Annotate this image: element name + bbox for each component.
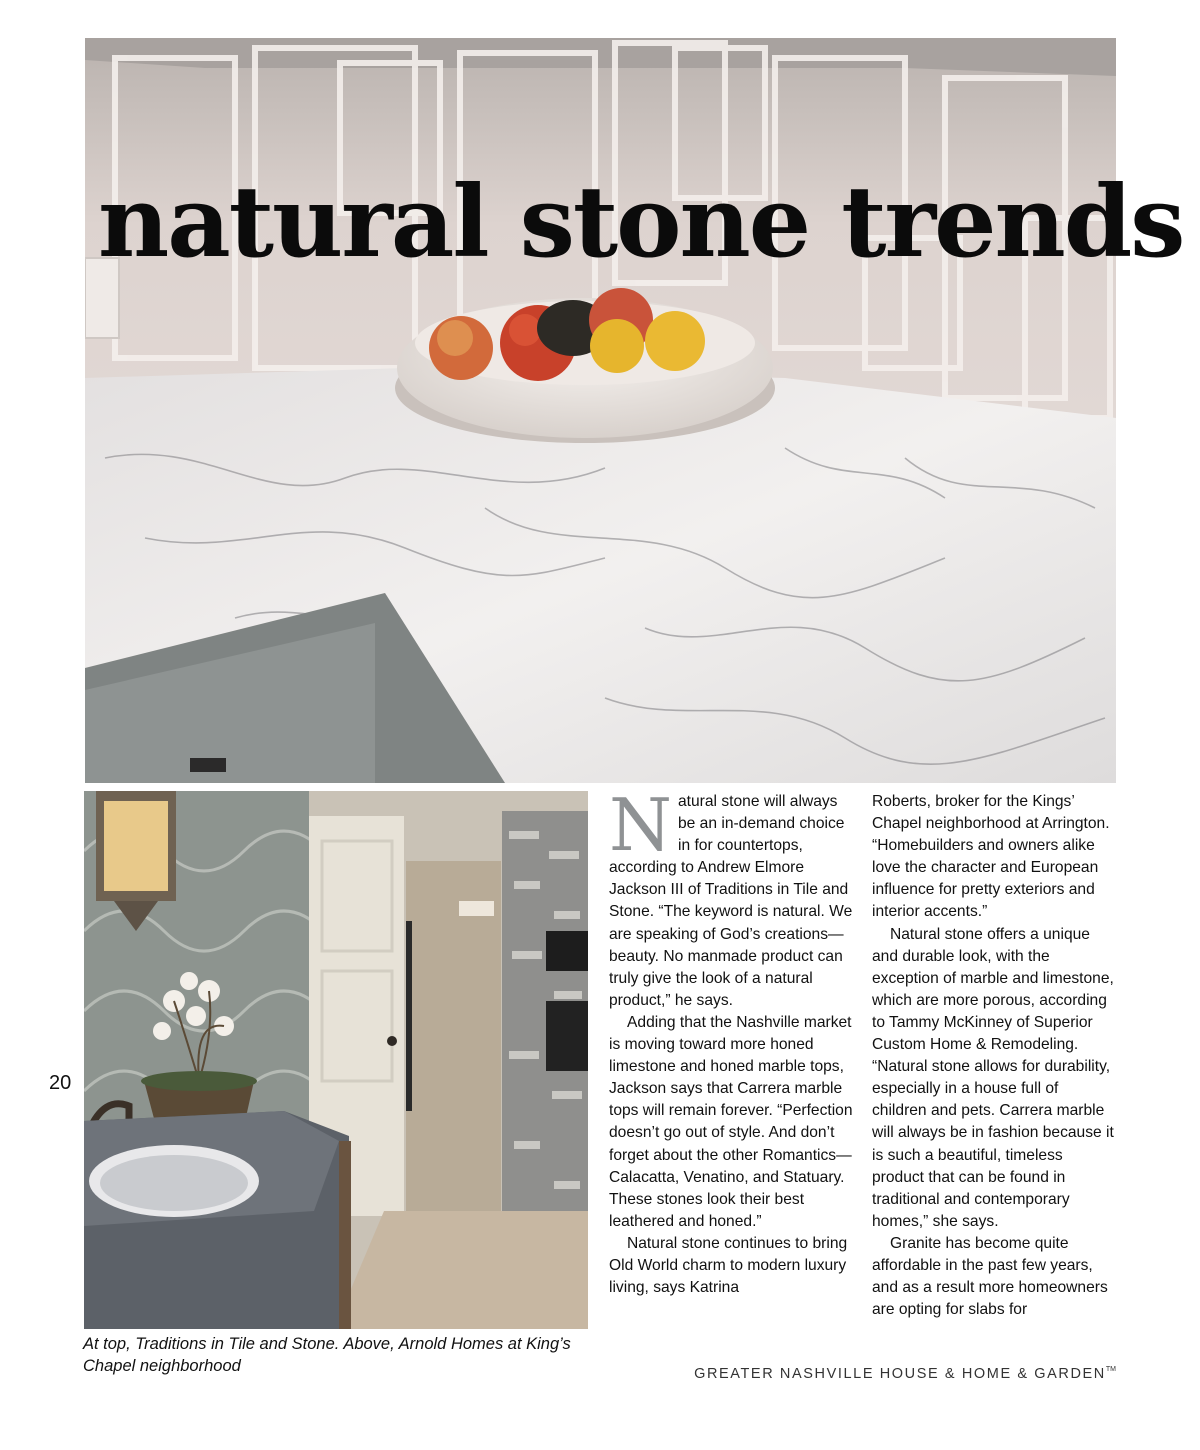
bathroom-vanity-photo bbox=[84, 791, 588, 1329]
article-title: natural stone trends bbox=[98, 164, 1184, 280]
paragraph-1 bbox=[609, 783, 854, 1012]
trademark-mark: TM bbox=[1105, 1366, 1116, 1373]
paragraph-1-text: atural stone will always be an in-demand choice in for countertops, according to Andrew Elmore Jackson III of Traditions in Tile and Stone. “The keyword is natural. We are speaking of God’s creations—beauty. No manmade product can truly give the look of a natural product,” he says. bbox=[609, 793, 853, 1009]
kitchen-marble-countertop-photo bbox=[85, 38, 1184, 783]
paragraph-5: Natural stone offers a unique and durable look, with the exception of marble and limestone, which are more porous, according to Tammy McKinney of Superior Custom Home & Remodeling. “Natural stone allows for durability, especially in a house full of children and pets. Carrera marble will always be in fashion because it is such a beautiful, timeless product that can be found in traditional and contemporary homes,” she says. bbox=[872, 925, 1114, 1230]
paragraph-3: Natural stone continues to bring Old World charm to modern luxury living, says Katrina bbox=[609, 1234, 848, 1297]
article-column-1 bbox=[609, 783, 854, 1299]
article-column-2 bbox=[872, 791, 1117, 1321]
photo-caption: At top, Traditions in Tile and Stone. Above, Arnold Homes at King’s Chapel neighborhood bbox=[83, 1335, 571, 1375]
paragraph-2: Adding that the Nashville market is moving toward more honed limestone and honed marble tops, Jackson says that Carrera marble tops will remain forever. “Perfection doesn’t go out of style. And don’t forget about the other Romantics—Calacatta, Venatino, and Statuary. These stones look their best leathered and honed.” bbox=[609, 1013, 853, 1230]
magazine-footer bbox=[694, 1366, 1116, 1382]
drop-cap: N bbox=[609, 783, 672, 867]
paragraph-4: Roberts, broker for the Kings’ Chapel neighborhood at Arrington. “Homebuilders and owners alike love the character and European influence for pretty exteriors and interior accents.” bbox=[872, 793, 1110, 921]
page-number: 20 bbox=[49, 1072, 72, 1094]
paragraph-6: Granite has become quite affordable in the past few years, and as a result more homeowners are opting for slabs for bbox=[872, 1234, 1108, 1319]
footer-publication-name: GREATER NASHVILLE HOUSE & HOME & GARDEN bbox=[694, 1366, 1106, 1382]
